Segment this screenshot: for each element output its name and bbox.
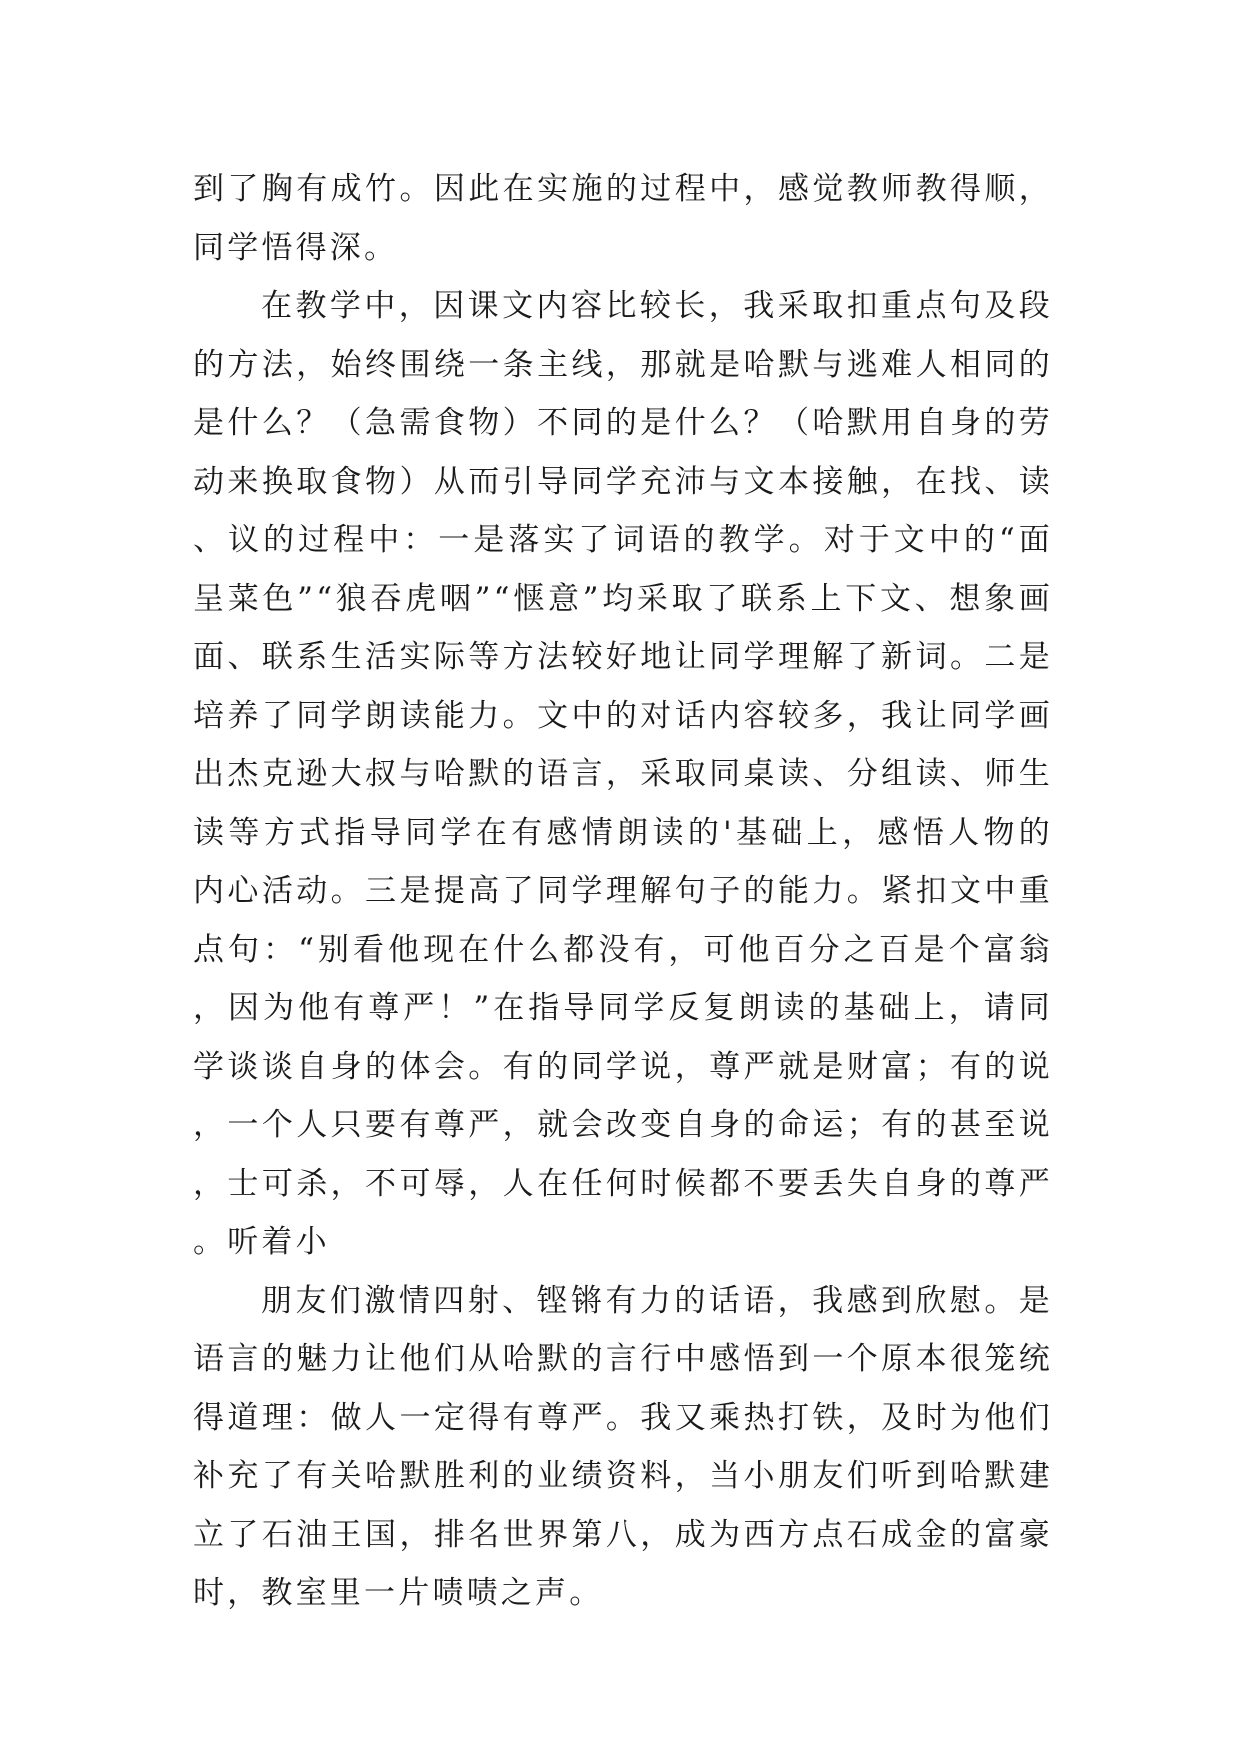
document-body [193, 160, 1053, 1623]
paragraph-2: 在教学中，因课文内容比较长，我采取扣重点句及段的方法，始终围绕一条主线，那就是哈默与逃难人相同的是什么？（急需食物）不同的是什么？（哈默用自身的劳动来换取食物）从而引导同学充沛与文本接触，在找、读、议的过程中：一是落实了词语的教学。对于文中的“面呈菜色”“狼吞虎咽”“惬意”均采取了联系上下文、想象画面、联系生活实际等方法较好地让同学理解了新词。二是培养了同学朗读能力。文中的对话内容较多，我让同学画出杰克逊大叔与哈默的语言，采取同桌读、分组读、师生读等方式指导同学在有感情朗读的'基础上，感悟人物的内心活动。三是提高了同学理解句子的能力。紧扣文中重点句：“别看他现在什么都没有，可他百分之百是个富翁，因为他有尊严！”在指导同学反复朗读的基础上，请同学谈谈自身的体会。有的同学说，尊严就是财富；有的说，一个人只要有尊严，就会改变自身的命运；有的甚至说，士可杀，不可辱，人在任何时候都不要丢失自身的尊严。听着小 [193, 288, 1053, 1260]
paragraph-1: 到了胸有成竹。因此在实施的过程中，感觉教师教得顺，同学悟得深。 [193, 171, 1053, 266]
paragraph-3: 朋友们激情四射、铿锵有力的话语，我感到欣慰。是语言的魅力让他们从哈默的言行中感悟到一个原本很笼统得道理：做人一定得有尊严。我又乘热打铁，及时为他们补充了有关哈默胜利的业绩资料，当小朋友们听到哈默建立了石油王国，排名世界第八，成为西方点石成金的富豪时，教室里一片啧啧之声。 [193, 1282, 1053, 1611]
